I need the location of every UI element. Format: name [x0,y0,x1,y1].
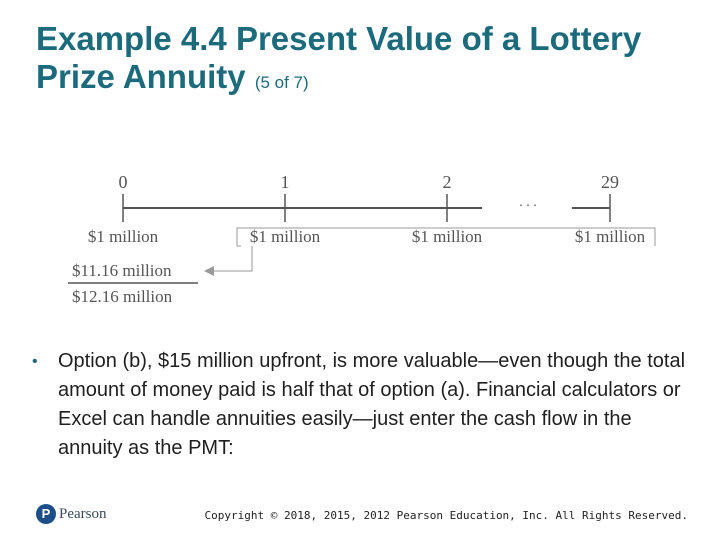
bullet-dot: • [32,353,38,370]
bullet-point [32,347,692,463]
pv-arrow-line [212,246,252,271]
pv-arrow-head [204,266,214,276]
total-value: $12.16 million [72,287,173,306]
copyright-notice: Copyright © 2018, 2015, 2012 Pearson Education, Inc. All Rights Reserved. [204,509,688,522]
pv-annuity-value: $11.16 million [72,261,172,280]
timeline-ellipsis: . . . [519,195,537,210]
period-label-0: 0 [118,172,128,192]
period-label-1: 1 [280,172,290,192]
period-label-29: 29 [601,172,619,192]
pearson-p-icon: P [36,504,56,524]
cash-flow-2: $1 million [411,227,483,246]
slide-title-sub: (5 of 7) [254,73,309,92]
cash-flow-29: $1 million [574,227,646,246]
pearson-logo [36,501,107,527]
bullet-text: Option (b), $15 million upfront, is more valuable—even though the total amount of money paid is half that of option (a). Financial calculators or Excel can handle annuities easily—just enter the cash flow in the annuity as the PMT: [58,350,686,459]
slide-title-main: Example 4.4 Present Value of a Lottery Prize Annuity [36,20,642,95]
cash-flow-0: $1 million [87,227,159,246]
pearson-wordmark: Pearson [59,505,107,522]
period-label-2: 2 [442,172,452,192]
cash-flow-1: $1 million [249,227,321,246]
